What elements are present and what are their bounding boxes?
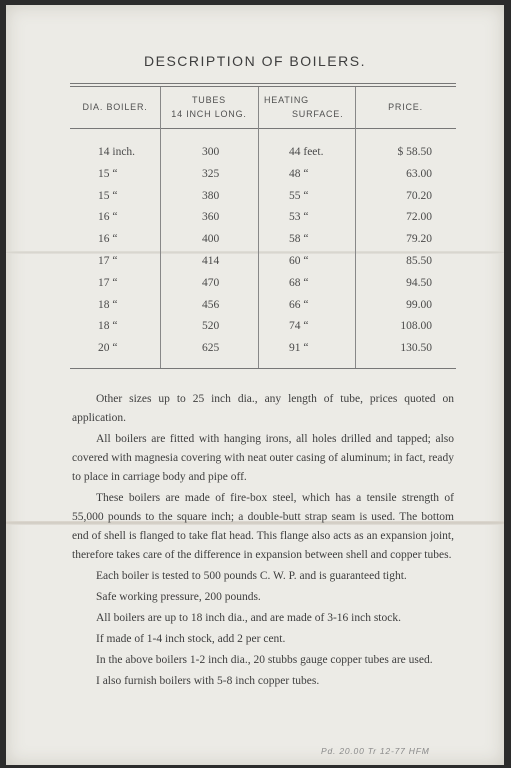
cell-surface: 60 “ — [289, 255, 309, 267]
column-divider — [355, 87, 356, 368]
cell-dia: 17 “ — [98, 255, 118, 267]
cell-surface: 91 “ — [289, 342, 309, 355]
cell-price: 108.00 — [400, 320, 432, 333]
cell-price: 72.00 — [406, 211, 432, 224]
cell-dia: 15 “ — [98, 167, 118, 180]
paragraph: Each boiler is tested to 500 pounds C. W. P. and is guaranteed tight. — [96, 570, 407, 582]
paragraph: All boilers are up to 18 inch dia., and are made of 3-16 inch stock. — [96, 612, 401, 624]
header-tubes-line1: TUBES — [191, 95, 226, 105]
table-top-rule — [70, 83, 456, 84]
cell-dia: 16 “ — [98, 211, 118, 224]
cell-price: 63.00 — [406, 167, 432, 180]
cell-tubes: 380 — [202, 189, 220, 202]
cell-surface: 55 “ — [289, 189, 309, 202]
cell-surface: 74 “ — [289, 320, 309, 333]
header-price: PRICE. — [388, 102, 423, 112]
cell-tubes: 300 — [202, 146, 220, 158]
cell-tubes: 456 — [202, 298, 220, 311]
cell-dia: 18 “ — [98, 320, 118, 333]
header-heating-line2: SURFACE. — [292, 109, 344, 119]
cell-tubes: 470 — [202, 276, 220, 289]
table-header-rule — [70, 128, 456, 129]
table-top-rule-2 — [70, 86, 456, 87]
cell-dia: 14 inch. — [98, 146, 136, 158]
paragraph: Other sizes up to 25 inch dia., any length of tube, prices quoted on application. — [72, 393, 454, 424]
paragraph: I also furnish boilers with 5-8 inch copper tubes. — [96, 675, 320, 687]
cell-surface: 58 “ — [289, 233, 309, 246]
cell-price: 130.50 — [400, 342, 432, 355]
header-tubes — [160, 93, 258, 121]
cell-dia: 15 “ — [98, 189, 118, 202]
cell-surface: 53 “ — [289, 211, 309, 224]
cell-tubes: 400 — [202, 233, 220, 246]
cell-tubes: 625 — [202, 342, 220, 355]
cell-dia: 17 “ — [98, 276, 118, 289]
paragraph: In the above boilers 1-2 inch dia., 20 stubbs gauge copper tubes are used. — [96, 654, 433, 666]
cell-price: 94.50 — [406, 276, 432, 289]
paragraph: If made of 1-4 inch stock, add 2 per cent. — [96, 633, 286, 645]
cell-surface: 48 “ — [289, 167, 309, 180]
cell-tubes: 520 — [202, 320, 220, 333]
cell-tubes: 414 — [202, 255, 220, 267]
cell-price: $ 58.50 — [397, 146, 432, 158]
paragraph: These boilers are made of fire-box steel, which has a tensile strength of 55,000 pounds to the square inch; a double-butt strap seam is used. The bottom end of shell is flanged to take flat head. This flange also acts as an expansion joint, therefore takes care of the difference in expansion between shell and copper tubes. — [72, 492, 454, 561]
page-title: DESCRIPTION OF BOILERS. — [144, 53, 366, 69]
cell-price: 85.50 — [406, 255, 432, 267]
cell-price: 79.20 — [406, 233, 432, 246]
header-heating-line1: HEATING — [264, 95, 309, 105]
cell-surface: 66 “ — [289, 298, 309, 311]
cell-price: 70.20 — [406, 189, 432, 202]
paper-fold — [6, 251, 504, 254]
header-dia-boiler: DIA. BOILER. — [82, 102, 148, 112]
pencil-annotation: Pd. 20.00 Tr 12-77 HFM — [321, 746, 430, 756]
cell-dia: 16 “ — [98, 233, 118, 246]
column-divider — [258, 87, 259, 368]
cell-dia: 20 “ — [98, 342, 118, 355]
header-heating-surface — [258, 93, 355, 121]
header-tubes-line2: 14 INCH LONG. — [171, 109, 247, 119]
cell-surface: 44 feet. — [289, 146, 324, 158]
cell-tubes: 325 — [202, 167, 220, 180]
paragraph: All boilers are fitted with hanging irons, all holes drilled and tapped; also covered with magnesia covering with neat outer casing of aluminum; in fact, ready to place in carriage body and pipe off. — [72, 433, 454, 483]
cell-price: 99.00 — [406, 298, 432, 311]
cell-surface: 68 “ — [289, 276, 309, 289]
cell-dia: 18 “ — [98, 298, 118, 311]
cell-tubes: 360 — [202, 211, 220, 224]
document-page — [6, 5, 504, 765]
column-divider — [160, 87, 161, 368]
paragraph: Safe working pressure, 200 pounds. — [96, 591, 261, 603]
table-bottom-rule — [70, 368, 456, 369]
description-text — [72, 390, 454, 691]
